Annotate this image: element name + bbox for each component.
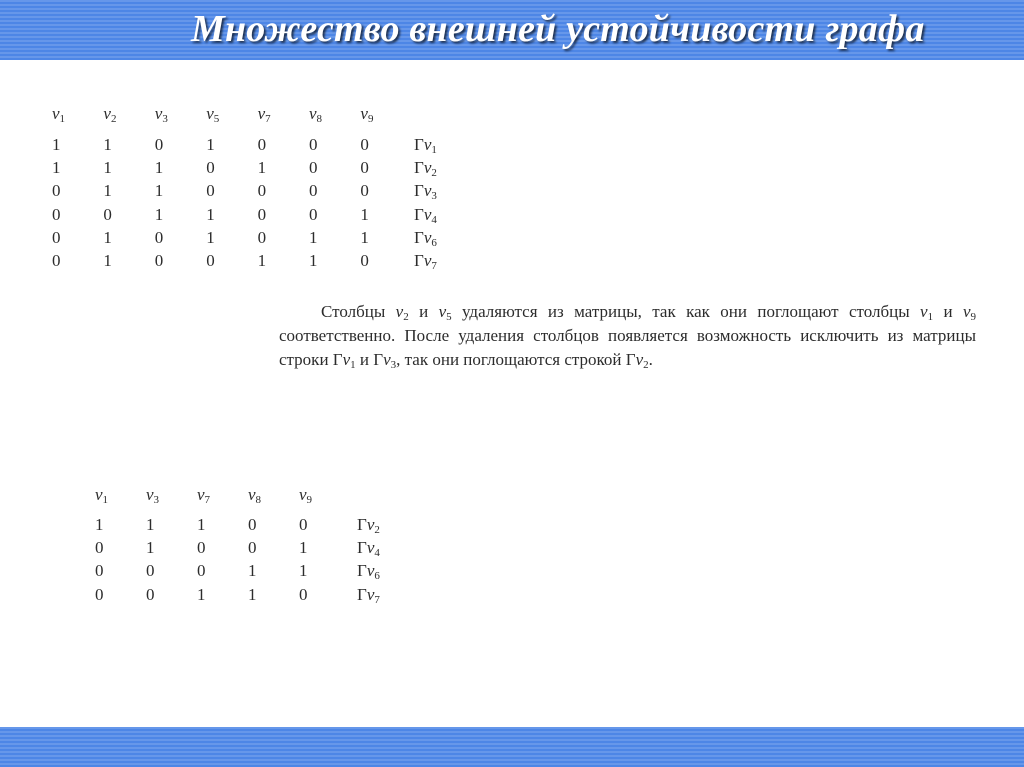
matrix-cell: 0 (52, 181, 61, 201)
matrix-cell: 0 (52, 204, 61, 224)
row-label-prefix: Γ (414, 135, 424, 154)
matrix-cell: 0 (257, 227, 267, 247)
row-label (357, 538, 380, 558)
paragraph-sub: 5 (446, 311, 452, 323)
header-var: v (360, 104, 368, 123)
matrix-cell: 0 (309, 181, 318, 201)
matrix-cell: 1 (103, 251, 112, 270)
paragraph-sub: 1 (350, 359, 356, 371)
column-header (206, 104, 246, 124)
header-var: v (299, 485, 307, 504)
row-label-prefix: Γ (414, 227, 424, 247)
row-label-prefix: Γ (414, 204, 424, 224)
matrix-cell: 1 (95, 515, 104, 534)
row-label (414, 158, 437, 178)
matrix-cell: 1 (206, 227, 215, 247)
row-label (414, 251, 437, 271)
matrix-cell: 1 (103, 181, 112, 201)
matrix-cell: 1 (360, 227, 369, 247)
row-label-prefix: Γ (357, 584, 367, 604)
matrix-cell: 0 (52, 251, 61, 270)
header-sub: 5 (213, 113, 220, 125)
matrix-cell: 0 (154, 227, 164, 247)
row-label-sub: 4 (374, 547, 380, 560)
row-label (414, 181, 437, 201)
matrix-cell: 1 (257, 158, 267, 178)
matrix-cell: 0 (206, 158, 215, 178)
paragraph-var: v (395, 302, 404, 321)
row-label-sub: 2 (374, 524, 380, 536)
matrix-cell: 1 (52, 135, 61, 154)
matrix-cell: 0 (257, 181, 267, 201)
header-sub: 9 (367, 113, 374, 125)
matrix-cell: 0 (103, 204, 112, 224)
header-var: v (154, 104, 163, 123)
paragraph-var: v (342, 350, 351, 369)
row-label-prefix: Γ (414, 158, 424, 178)
row-label (414, 135, 437, 155)
matrix-cell: 1 (248, 561, 257, 581)
column-header (309, 104, 349, 124)
row-label (414, 205, 437, 225)
header-var: v (309, 104, 317, 123)
matrix-cell: 0 (257, 204, 267, 224)
explanation-paragraph (279, 300, 976, 372)
row-label (357, 515, 380, 535)
row-label-prefix: Γ (357, 515, 367, 534)
matrix-cell: 1 (154, 204, 164, 224)
header-sub: 7 (265, 113, 271, 125)
row-label-var: v (366, 515, 375, 534)
matrix-cell: 0 (360, 158, 369, 178)
header-sub: 8 (255, 494, 262, 506)
row-label (357, 561, 380, 581)
footer-band (0, 727, 1024, 767)
column-header (155, 104, 195, 124)
row-label-var: v (423, 181, 432, 201)
paragraph-var: v (962, 302, 971, 321)
matrix-cell: 0 (206, 181, 215, 201)
header-sub: 8 (316, 113, 323, 125)
header-var: v (248, 485, 256, 504)
paragraph-sub: 9 (970, 311, 976, 323)
matrix-cell: 1 (206, 135, 215, 154)
matrix-cell: 1 (248, 584, 257, 604)
row-label (357, 585, 380, 605)
row-label-sub: 4 (431, 213, 437, 226)
row-label-sub: 1 (431, 144, 437, 156)
column-header (197, 485, 237, 505)
row-label-var: v (366, 561, 375, 581)
paragraph-var: v (438, 302, 447, 321)
matrix-cell: 1 (146, 538, 155, 558)
paragraph-text: и Γ (355, 350, 384, 369)
matrix-cell: 1 (154, 181, 164, 201)
row-label-sub: 2 (431, 167, 437, 180)
matrix-cell: 1 (103, 158, 112, 178)
matrix-cell: 1 (257, 251, 267, 270)
paragraph-text: удаляются из матрицы, так как они поглощают столбцы (451, 302, 921, 321)
paragraph-text: и (933, 302, 963, 321)
slide-title: Множество внешней устойчивости графа (191, 8, 925, 50)
header-var: v (197, 485, 205, 504)
column-header (299, 485, 339, 505)
row-label-var: v (423, 158, 432, 178)
matrix-cell: 1 (146, 515, 155, 534)
paragraph-sub: 3 (390, 359, 397, 371)
matrix-cell: 1 (197, 515, 206, 534)
paragraph-text: и (408, 302, 439, 321)
row-label-sub: 6 (431, 236, 437, 249)
matrix-cell: 1 (154, 158, 164, 178)
matrix-cell: 0 (360, 181, 369, 201)
matrix-cell: 0 (197, 538, 206, 558)
header-sub: 9 (306, 494, 313, 506)
paragraph-sub: 2 (403, 311, 409, 323)
row-label-var: v (423, 135, 432, 154)
paragraph-text: , так они поглощаются строкой Γ (396, 350, 636, 369)
column-header (258, 104, 298, 124)
matrix-cell: 0 (360, 135, 369, 154)
row-label-sub: 6 (374, 570, 380, 583)
matrix-cell: 0 (309, 135, 318, 154)
matrix-cell: 0 (197, 561, 206, 581)
header-var: v (206, 104, 214, 123)
header-var: v (257, 104, 266, 123)
row-label-prefix: Γ (357, 561, 367, 581)
paragraph-sub: 2 (643, 359, 649, 371)
matrix-cell: 1 (299, 538, 308, 558)
header-var: v (146, 485, 154, 504)
column-header (146, 485, 186, 505)
paragraph-var: v (383, 350, 391, 369)
row-label-sub: 7 (374, 593, 380, 606)
matrix-cell: 1 (52, 158, 61, 178)
row-label-var: v (366, 538, 375, 558)
row-label (414, 228, 437, 248)
header-var: v (52, 104, 60, 123)
column-header (103, 104, 143, 124)
row-label-var: v (423, 204, 432, 224)
header-sub: 1 (102, 494, 109, 506)
header-sub: 1 (59, 113, 66, 125)
column-header (248, 485, 288, 505)
header-var: v (103, 104, 111, 123)
matrix-cell: 1 (309, 251, 318, 270)
matrix-cell: 0 (309, 204, 318, 224)
matrix-cell: 1 (309, 227, 318, 247)
row-label-var: v (423, 251, 432, 270)
matrix-cell: 0 (95, 584, 104, 604)
matrix-cell: 0 (95, 538, 104, 558)
row-label-sub: 3 (431, 190, 437, 203)
matrix-cell: 1 (360, 204, 369, 224)
row-label-prefix: Γ (414, 181, 424, 201)
header-var: v (95, 485, 103, 504)
matrix-cell: 0 (146, 561, 155, 581)
matrix-cell: 0 (248, 538, 257, 558)
matrix-cell: 1 (103, 135, 112, 154)
matrix-cell: 1 (197, 584, 206, 604)
matrix-cell: 0 (95, 561, 104, 581)
paragraph-text: Столбцы (321, 302, 396, 321)
paragraph-var: v (635, 350, 644, 369)
column-header (52, 104, 92, 124)
paragraph-text: . (648, 350, 653, 369)
matrix-cell: 0 (299, 515, 308, 534)
row-label-var: v (423, 227, 432, 247)
header-sub: 3 (153, 494, 160, 506)
matrix-cell: 0 (154, 251, 164, 270)
matrix-cell: 0 (257, 135, 267, 154)
matrix-cell: 1 (206, 204, 215, 224)
matrix-cell: 1 (103, 227, 112, 247)
matrix-cell: 0 (248, 515, 257, 534)
paragraph-sub: 1 (927, 311, 934, 323)
header-sub: 3 (162, 113, 168, 125)
row-label-prefix: Γ (414, 251, 424, 270)
column-header (360, 104, 400, 124)
paragraph-var: v (920, 302, 928, 321)
matrix-cell: 0 (360, 251, 369, 270)
matrix-cell: 1 (299, 561, 308, 581)
row-label-prefix: Γ (357, 538, 367, 558)
row-label-sub: 7 (431, 260, 437, 272)
matrix-cell: 0 (154, 135, 164, 154)
matrix-cell: 0 (206, 251, 215, 270)
column-header (95, 485, 135, 505)
header-sub: 2 (110, 113, 117, 125)
header-sub: 7 (204, 494, 211, 506)
matrix-cell: 0 (299, 584, 308, 604)
matrix-cell: 0 (146, 584, 155, 604)
paragraph-text: соответственно. После удаления столбцов появляется возможность исключить из матрицы строки Γ (279, 326, 976, 369)
row-label-var: v (366, 584, 375, 604)
matrix-cell: 0 (52, 227, 61, 247)
matrix-cell: 0 (309, 158, 318, 178)
